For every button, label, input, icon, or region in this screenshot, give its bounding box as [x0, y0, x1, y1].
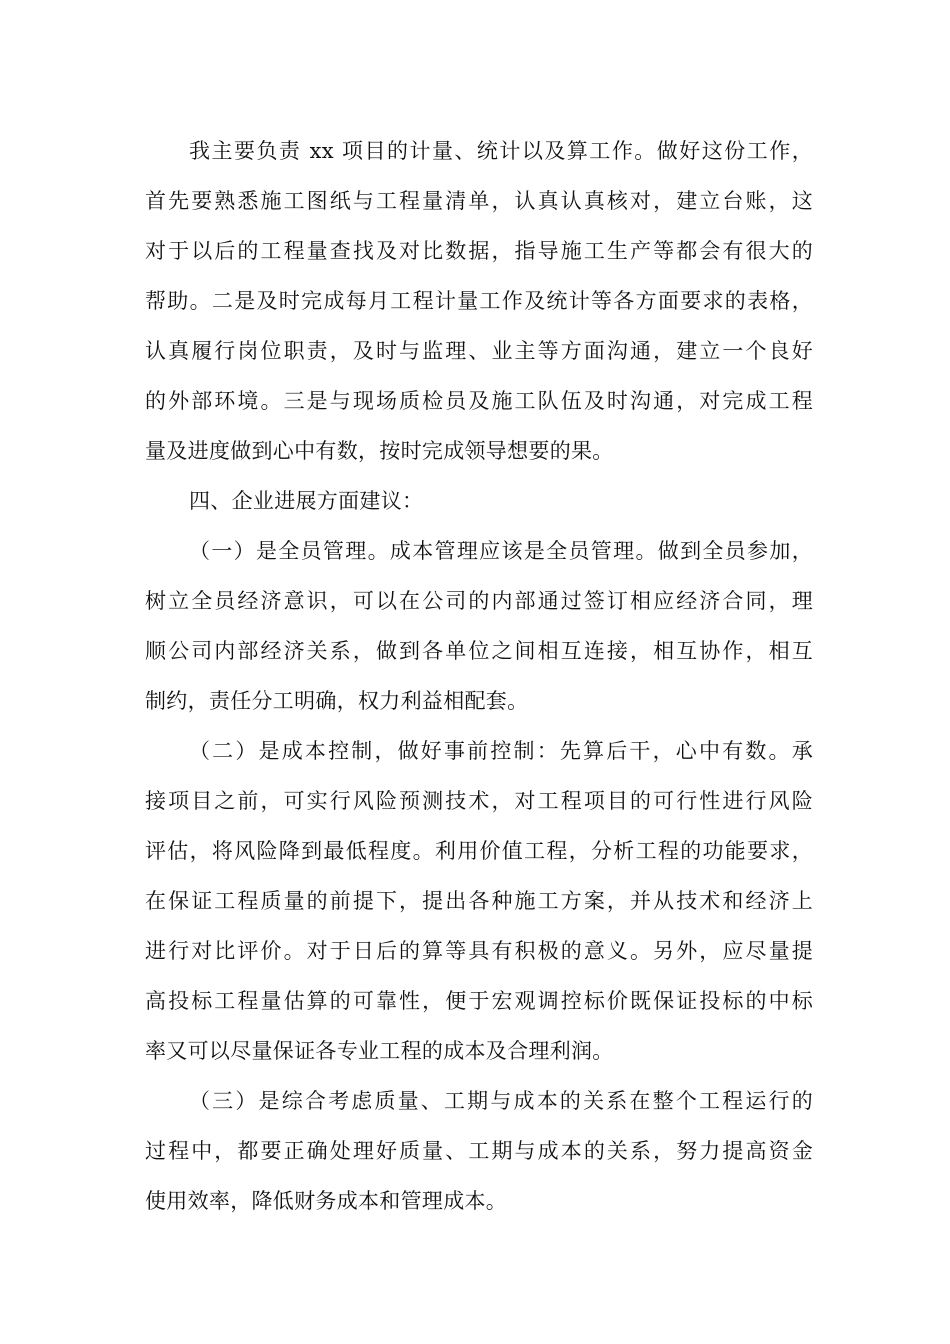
text-line: 对于以后的工程量查找及对比数据，指导施工生产等都会有很大的	[145, 239, 813, 263]
document-page	[145, 126, 813, 1226]
section-heading-suggestions	[145, 476, 813, 526]
text-line: 进行对比评价。对于日后的算等具有积极的意义。另外，应尽量提	[145, 939, 813, 963]
text-line: 帮助。二是及时完成每月工程计量工作及统计等各方面要求的表格，	[145, 289, 813, 313]
text-line: 顺公司内部经济关系，做到各单位之间相互连接，相互协作，相互	[145, 639, 813, 663]
text-line: 制约，责任分工明确，权力利益相配套。	[145, 689, 529, 713]
text-line: 量及进度做到心中有数，按时完成领导想要的果。	[145, 439, 614, 463]
text-line: 接项目之前，可实行风险预测技术，对工程项目的可行性进行风险	[145, 789, 813, 813]
paragraph-quality-schedule-cost	[145, 1076, 813, 1226]
text-line: 评估，将风险降到最低程度。利用价值工程，分析工程的功能要求，	[145, 839, 813, 863]
text-line: 认真履行岗位职责，及时与监理、业主等方面沟通，建立一个良好	[145, 339, 813, 363]
text-line: 我主要负责 xx 项目的计量、统计以及算工作。做好这份工作，	[189, 139, 813, 163]
text-line: 首先要熟悉施工图纸与工程量清单，认真认真核对，建立台账，这	[145, 189, 813, 213]
text-line: （二）是成本控制，做好事前控制：先算后干，心中有数。承	[189, 739, 813, 763]
section-heading: 四、企业进展方面建议：	[189, 489, 424, 513]
text-line: （一）是全员管理。成本管理应该是全员管理。做到全员参加，	[189, 539, 813, 563]
text-line: 高投标工程量估算的可靠性，便于宏观调控标价既保证投标的中标	[145, 989, 813, 1013]
text-line: 率又可以尽量保证各专业工程的成本及合理利润。	[145, 1039, 614, 1063]
paragraph-cost-control	[145, 726, 813, 1076]
text-line: 在保证工程质量的前提下，提出各种施工方案，并从技术和经济上	[145, 889, 813, 913]
text-line: 树立全员经济意识，可以在公司的内部通过签订相应经济合同，理	[145, 589, 813, 613]
text-line: 的外部环境。三是与现场质检员及施工队伍及时沟通，对完成工程	[145, 389, 813, 413]
text-line: 过程中，都要正确处理好质量、工期与成本的关系，努力提高资金	[145, 1139, 813, 1163]
text-line: （三）是综合考虑质量、工期与成本的关系在整个工程运行的	[189, 1089, 813, 1113]
paragraph-full-staff-management	[145, 526, 813, 726]
paragraph-project-duties	[145, 126, 813, 476]
text-line: 使用效率，降低财务成本和管理成本。	[145, 1189, 508, 1213]
